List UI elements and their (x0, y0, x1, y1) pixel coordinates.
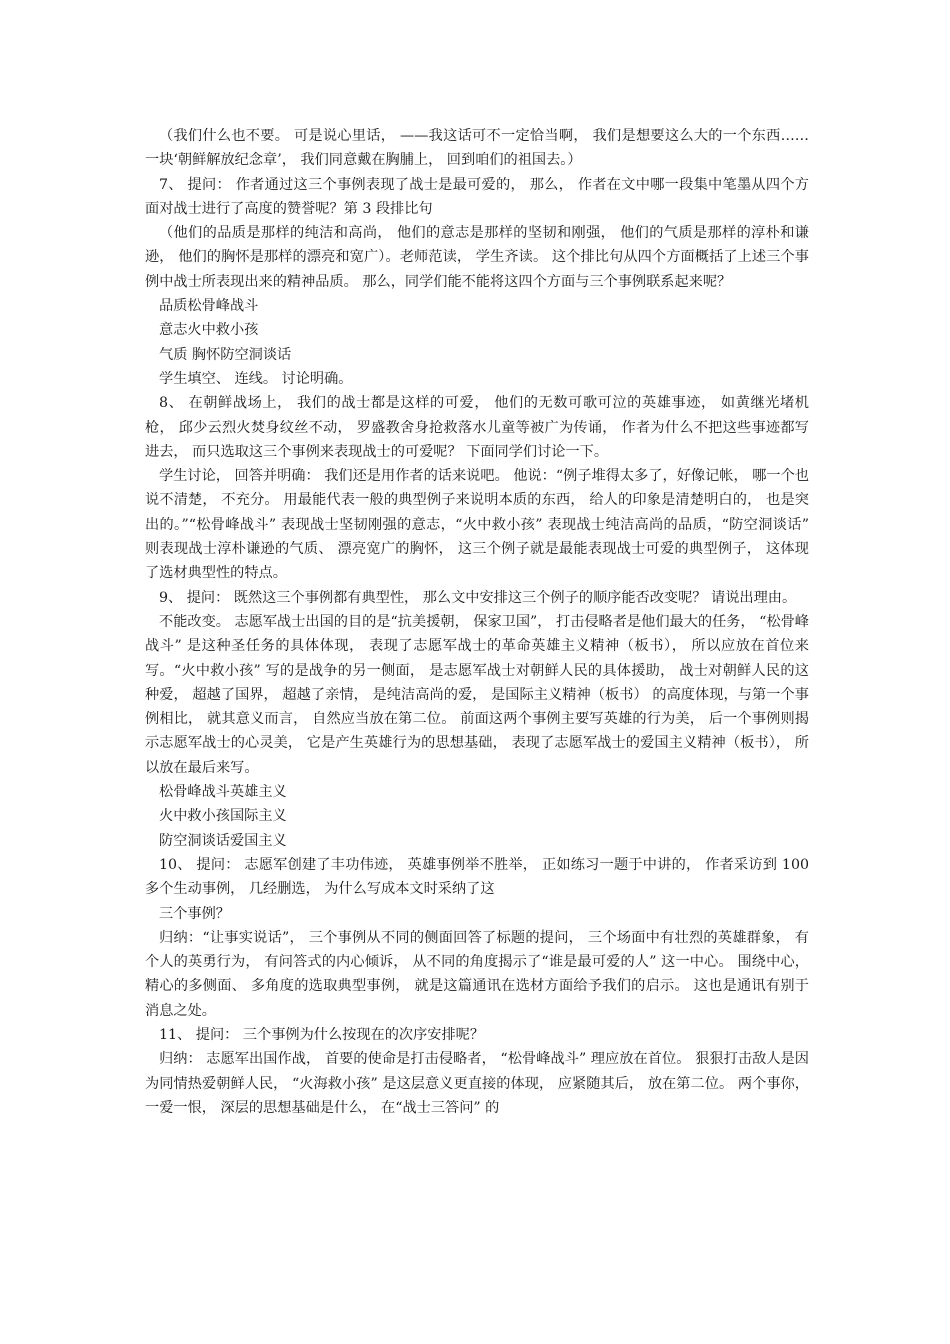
list-item-quality: 品质松骨峰战斗 (159, 298, 259, 315)
paragraph-discussion: 学生讨论， 回答并明确： 我们还是用作者的话来说吧。 他说：“例子堆得太多了，好像记帐， 哪一个也说不清楚， 不充分。 用最能代表一般的典型例子来说明本质的东西， 给人的印象是清楚明白的， 也是突出的。”“松骨峰战斗” 表现战士坚韧刚强的意志，“火中救小孩” 表现战士纯洁高尚的品质，“防空洞谈话” 则表现战士淳朴谦逊的气质、 漂亮宽广的胸怀， 这三个例子就是最能表现战士可爱的典型例子， 这体现了选材典型性的特点。 (145, 468, 809, 582)
list-item-heroism: 松骨峰战斗英雄主义 (159, 784, 287, 801)
paragraph-question-7: 7、 提问： 作者通过这三个事例表现了战士是最可爱的， 那么， 作者在文中哪一段集中笔墨从四个方面对战士进行了高度的赞誉呢？第 3 段排比句 (145, 176, 809, 217)
list-item-patriotism: 防空洞谈话爱国主义 (159, 832, 287, 849)
paragraph-order-reason: 不能改变。 志愿军战士出国的目的是“抗美援朝， 保家卫国”， 打击侵略者是他们最大的任务， “松骨峰战斗” 是这种圣任务的具体体现， 表现了志愿军战士的革命英雄主义精神（板书）， 所以应放在首位来写。“火中救小孩” 写的是战争的另一侧面， 是志愿军战士对朝鲜人民的具体援助， 战士对朝鲜人民的这种爱， 超越了国界， 超越了亲情， 是纯洁高尚的爱， 是国际主义精神（板书） 的高度体现，与第一个事例相比， 就其意义而言， 自然应当放在第二位。 前面这两个事例主要写英雄的行为美， 后一个事例则揭示志愿军战士的心灵美， 它是产生英雄行为的思想基础， 表现了志愿军战士的爱国主义精神（板书）， 所以放在最后来写。 (145, 613, 809, 776)
paragraph-summary-2: 归纳： 志愿军出国作战， 首要的使命是打击侵略者， “松骨峰战斗” 理应放在首位。 狠狠打击敌人是因为同情热爱朝鲜人民， “火海救小孩” 是这层意义更直接的体现， 应紧随其后， 放在第二位。 两个事你， 一爱一恨， 深层的思想基础是什么， 在“战士三答问” 的 (145, 1051, 809, 1116)
paragraph-three-examples: 三个事例？ (159, 905, 230, 922)
paragraph-question-8: 8、 在朝鲜战场上， 我们的战士都是这样的可爱， 他们的无数可歌可泣的英雄事迹， 如黄继光堵机枪， 邱少云烈火焚身纹丝不动， 罗盛教舍身抢救落水儿童等被广为传诵， 作者为什么不把这些事迹都写进去， 而只选取这三个事例来表现战士的可爱呢？ 下面同学们讨论一下。 (145, 395, 809, 460)
paragraph-student-fill: 学生填空、 连线。 讨论明确。 (159, 370, 353, 387)
paragraph-quote-medal: （我们什么也不要。 可是说心里话， ——我这话可不一定恰当啊， 我们是想要这么大的一个东西……一块‘朝鲜解放纪念章’， 我们同意戴在胸脯上， 回到咱们的祖国去。） (145, 128, 809, 169)
list-item-temperament: 气质 胸怀防空洞谈话 (159, 346, 292, 363)
paragraph-question-11: 11、 提问： 三个事例为什么按现在的次序安排呢？ (159, 1026, 485, 1043)
list-item-will: 意志火中救小孩 (159, 322, 259, 339)
document-body (145, 124, 809, 1120)
list-item-internationalism: 火中救小孩国际主义 (159, 808, 287, 825)
paragraph-question-10: 10、 提问： 志愿军创建了丰功伟迹， 英雄事例举不胜举， 正如练习一题于中讲的， 作者采访到 100 多个生动事例， 几经删选， 为什么写成本文时采纳了这 (145, 856, 809, 898)
paragraph-parallelism: （他们的品质是那样的纯洁和高尚， 他们的意志是那样的坚韧和刚强， 他们的气质是那样的淳朴和谦逊， 他们的胸怀是那样的漂亮和宽广）。老师范读， 学生齐读。 这个排比句从四个方面概括了上述三个事例中战士所表现出来的精神品质。 那么，同学们能不能将这四个方面与三个事例联系起来呢？ (145, 225, 809, 290)
paragraph-question-9: 9、 提问： 既然这三个事例都有典型性， 那么文中安排这三个例子的顺序能否改变呢？ 请说出理由。 (159, 589, 797, 606)
paragraph-summary-1: 归纳：“让事实说话”， 三个事例从不同的侧面回答了标题的提问， 三个场面中有壮烈的英雄群象， 有个人的英勇行为， 有问答式的内心倾诉， 从不同的角度揭示了“谁是最可爱的人” 这一中心。 围绕中心， 精心的多侧面、 多角度的选取典型事例， 就是这篇通讯在选材方面给予我们的启示。 这也是通讯有别于消息之处。 (145, 929, 809, 1019)
